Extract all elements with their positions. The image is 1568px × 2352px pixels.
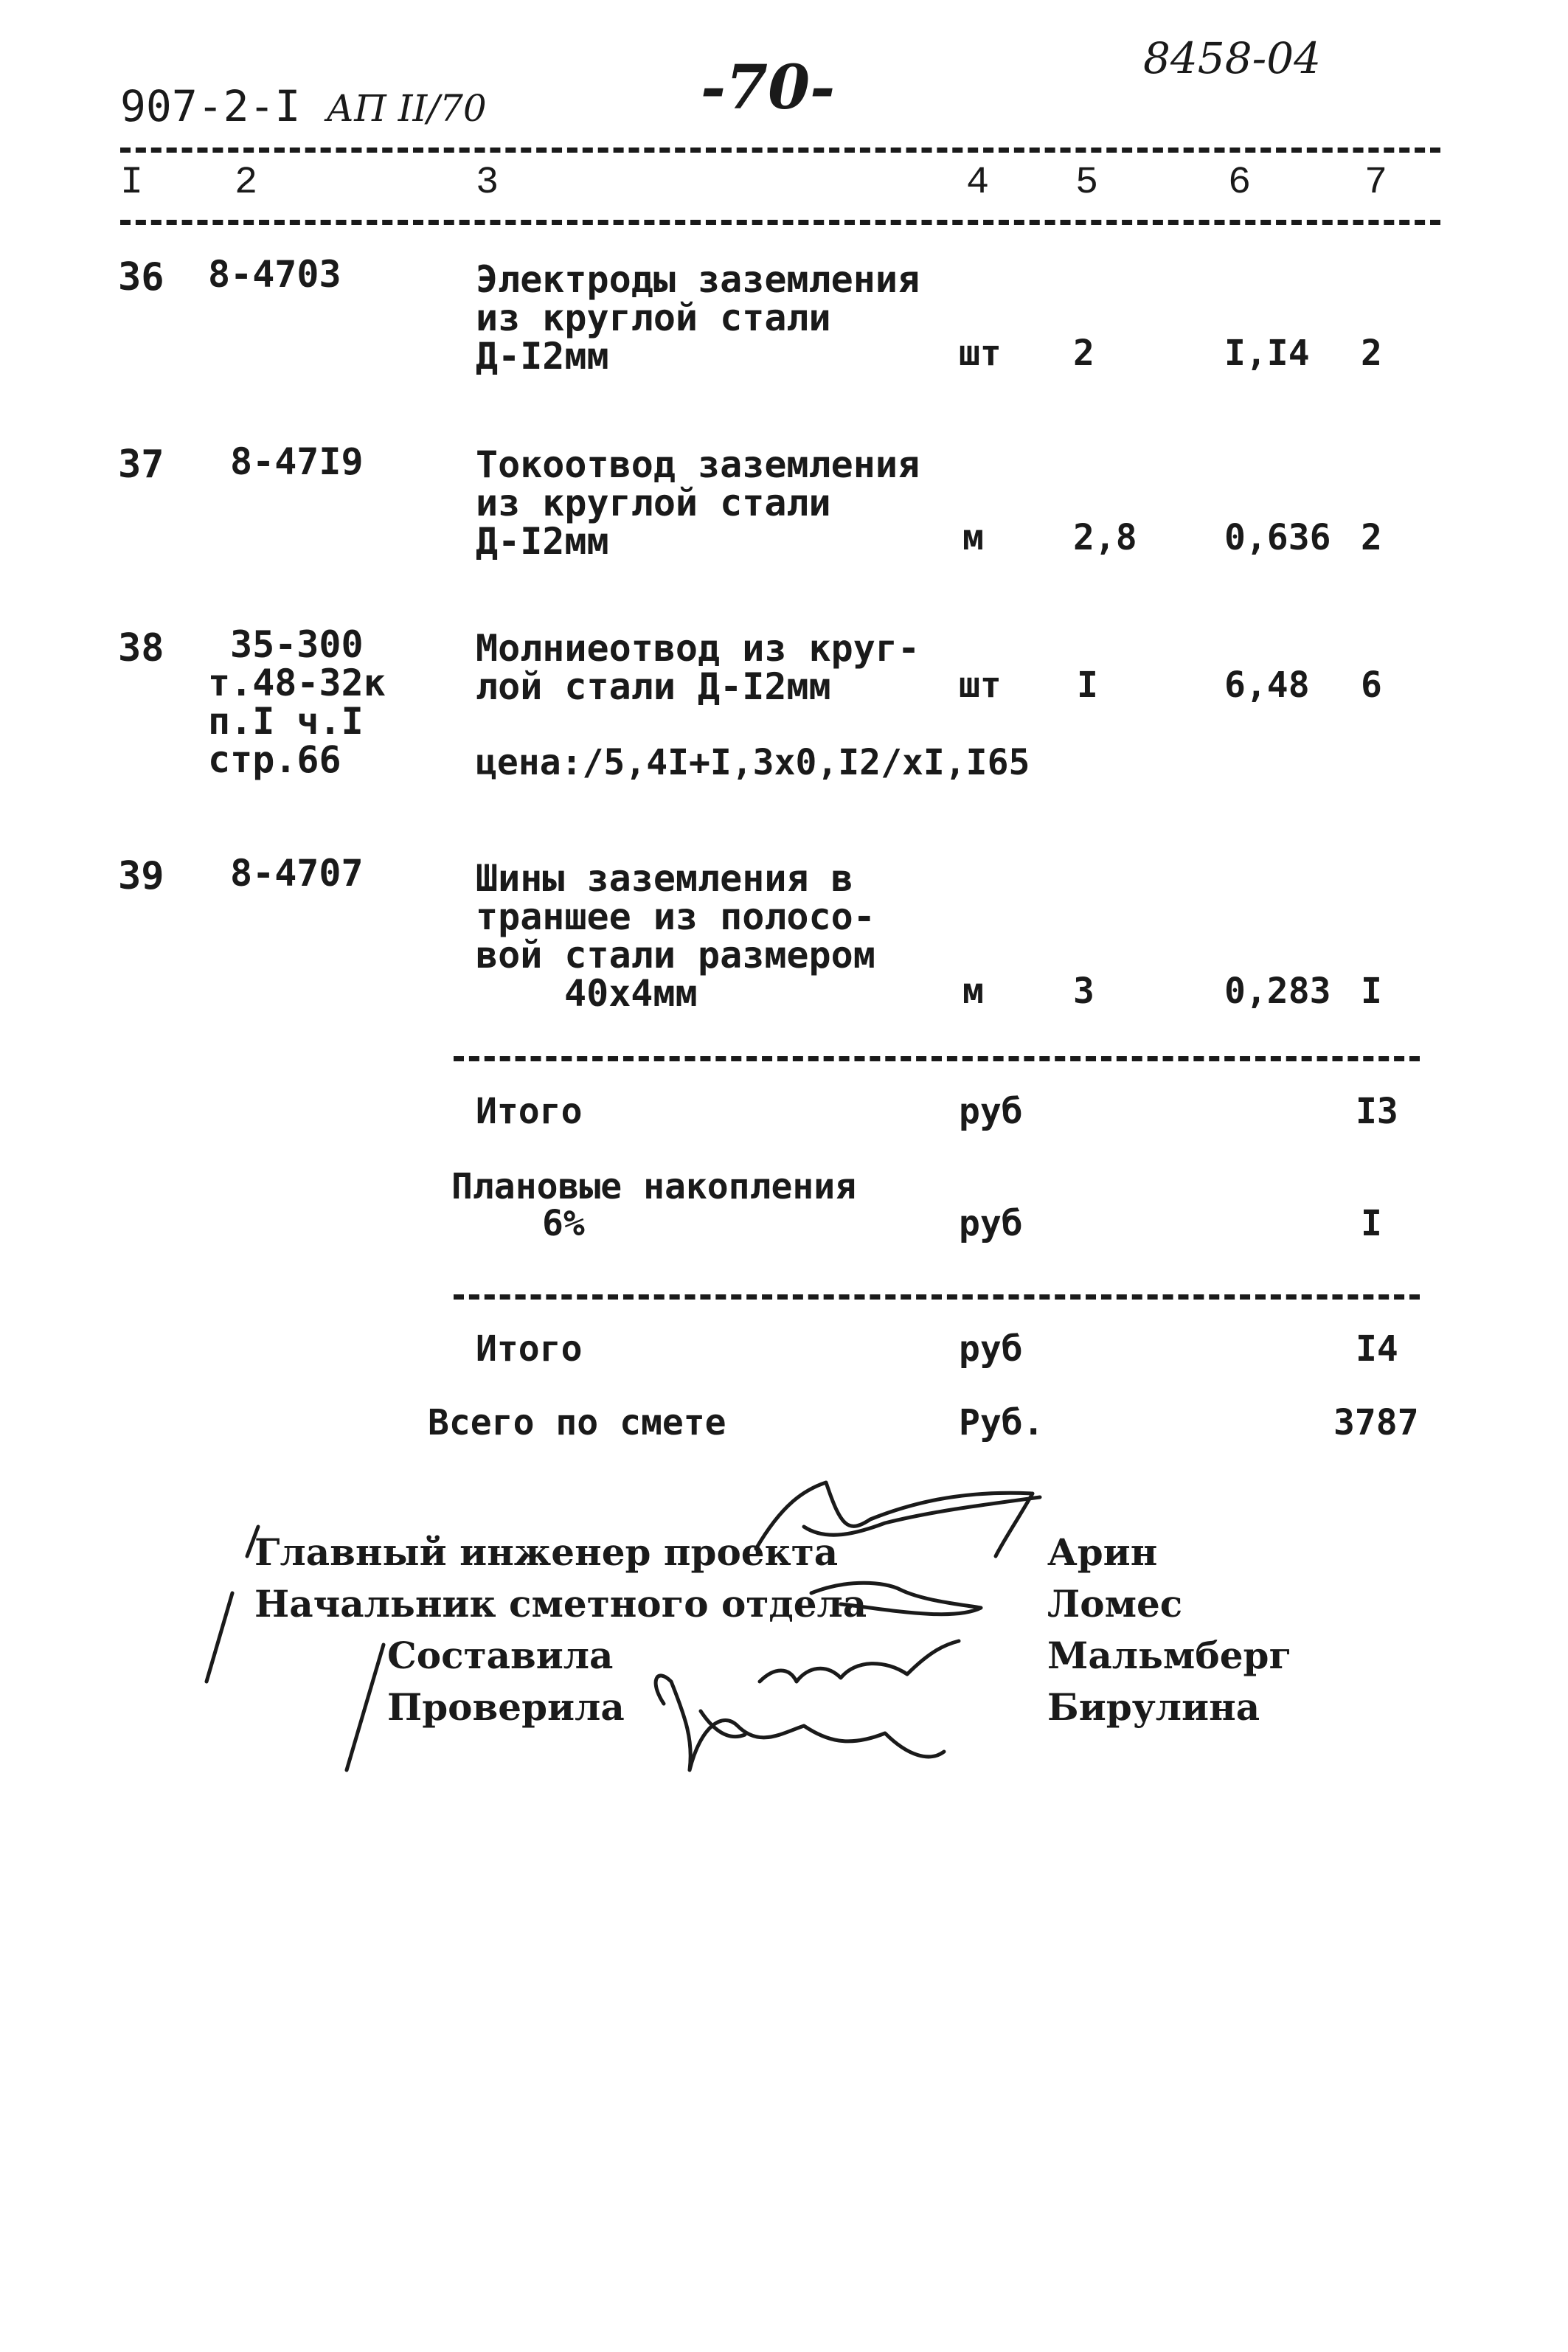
row-code	[208, 255, 341, 294]
summary-label: Плановые накопления	[451, 1166, 857, 1207]
row-code-line: стр.66	[208, 738, 341, 781]
doc-code-suffix: АП II/70	[326, 87, 487, 130]
signature-name: Ломес	[1047, 1582, 1183, 1626]
signature-role: Проверила	[387, 1685, 625, 1729]
row-name-line: из круглой стали	[476, 296, 831, 339]
row-name	[476, 258, 920, 378]
row-name-line: из круглой стали	[476, 482, 831, 524]
row-code-line: 8-4703	[208, 253, 341, 296]
row-code	[208, 625, 386, 779]
row-qty: 2,8	[1073, 517, 1137, 558]
row-unit: шт	[959, 665, 1002, 706]
header-top-divider	[120, 148, 1440, 153]
page-number: -70-	[701, 52, 836, 123]
summary-value: I3	[1356, 1091, 1398, 1132]
summary-unit: руб	[959, 1328, 1023, 1370]
row-name-line: Молниеотвод из круг-	[476, 627, 920, 670]
row-qty: I	[1077, 665, 1098, 706]
summary-mid-divider	[454, 1294, 1420, 1300]
row-name-line: лой стали Д-I2мм	[476, 665, 831, 708]
summary-unit: руб	[959, 1091, 1023, 1132]
grand-total-value: 3787	[1333, 1402, 1419, 1443]
summary-top-divider	[454, 1056, 1420, 1061]
price-formula-note: цена:/5,4I+I,3х0,I2/хI,I65	[476, 742, 1030, 783]
row-name-line: Электроды заземления	[476, 258, 920, 301]
row-name-line: Шины заземления в	[476, 857, 853, 900]
column-header-1: I	[120, 161, 144, 204]
row-price: 6,48	[1224, 665, 1310, 706]
row-name-line: Д-I2мм	[476, 520, 609, 563]
archive-number: 8458-04	[1143, 33, 1322, 83]
column-header-2: 2	[235, 161, 258, 204]
row-number: 37	[118, 443, 164, 487]
signature-name: Бирулина	[1047, 1685, 1260, 1729]
row-price: 0,283	[1224, 971, 1331, 1012]
summary-value: I	[1361, 1203, 1382, 1244]
handwritten-signatures	[0, 1460, 1568, 1814]
summary-label: Итого	[476, 1091, 583, 1132]
row-name-line: траншее из полосо-	[476, 895, 875, 938]
row-number: 38	[118, 626, 164, 670]
grand-total-label: Всего по смете	[428, 1402, 726, 1443]
row-name	[476, 629, 920, 706]
column-header-3: 3	[476, 161, 499, 204]
row-code-line: 8-47I9	[230, 440, 364, 483]
row-total: 6	[1361, 665, 1382, 706]
row-price: I,I4	[1224, 333, 1310, 374]
row-code-line: 35-300	[230, 623, 364, 666]
summary-label-sub: 6%	[542, 1203, 585, 1244]
row-qty: 2	[1073, 333, 1095, 374]
summary-value: I4	[1356, 1328, 1398, 1370]
row-unit: м	[962, 971, 984, 1012]
row-code-line: п.I ч.I	[208, 700, 364, 743]
header-bottom-divider	[120, 220, 1440, 225]
signature-role: Главный инженер проекта	[254, 1530, 839, 1574]
column-header-4: 4	[966, 161, 990, 204]
column-header-7: 7	[1364, 161, 1388, 204]
column-header-6: 6	[1228, 161, 1252, 204]
row-total: 2	[1361, 333, 1382, 374]
grand-total-unit: Руб.	[959, 1402, 1044, 1443]
row-name-line: Д-I2мм	[476, 335, 609, 378]
row-number: 36	[118, 255, 164, 299]
signature-role: Составила	[387, 1634, 614, 1677]
row-name-line: Токоотвод заземления	[476, 443, 920, 486]
summary-label: Итого	[476, 1328, 583, 1370]
row-name	[476, 445, 920, 561]
doc-code-main: 907-2-I	[120, 81, 301, 131]
column-header-5: 5	[1075, 161, 1099, 204]
row-total: 2	[1361, 517, 1382, 558]
row-price: 0,636	[1224, 517, 1331, 558]
row-unit: шт	[959, 333, 1002, 374]
row-code	[230, 852, 364, 895]
row-total: I	[1361, 971, 1382, 1012]
row-name-line: 40х4мм	[564, 972, 698, 1015]
row-qty: 3	[1073, 971, 1095, 1012]
row-number: 39	[118, 854, 164, 898]
row-code	[230, 440, 364, 483]
row-code-line: 8-4707	[230, 852, 364, 895]
signature-role: Начальник сметного отдела	[254, 1582, 867, 1626]
row-name	[476, 859, 875, 1013]
row-name-line: вой стали размером	[476, 934, 875, 976]
signature-name: Мальмберг	[1047, 1634, 1292, 1677]
row-unit: м	[962, 517, 984, 558]
signature-name: Арин	[1047, 1530, 1158, 1574]
document-code	[120, 81, 487, 131]
row-code-line: т.48-32к	[208, 662, 386, 704]
summary-unit: руб	[959, 1203, 1023, 1244]
